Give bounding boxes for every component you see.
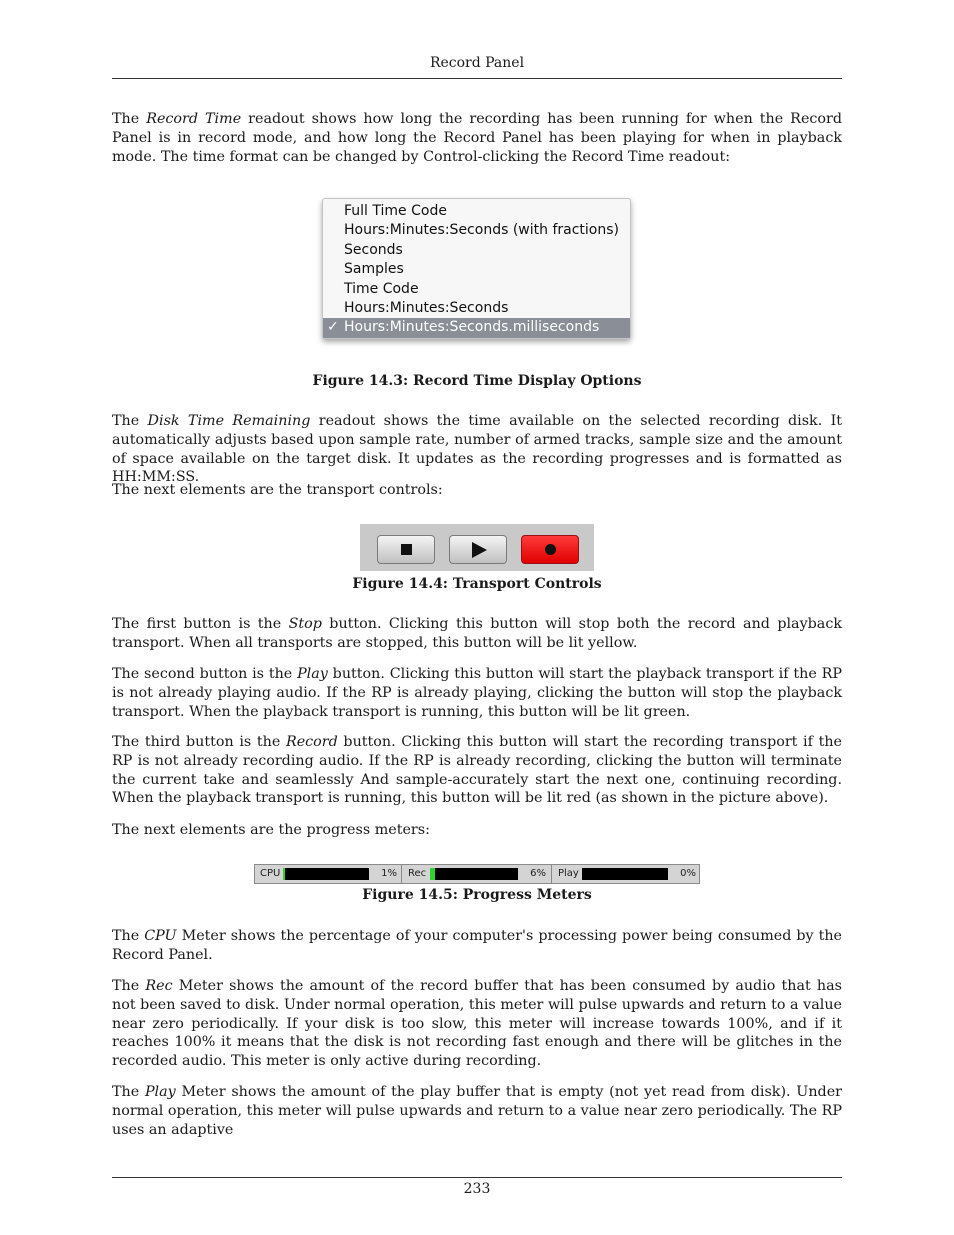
header-rule [112,78,842,79]
play-meter-percent: 0% [680,868,696,879]
cpu-meter [257,866,399,882]
menu-item-hms-milliseconds[interactable] [323,318,630,337]
paragraph-play-meter: The Play Meter shows the amount of the play buffer that is empty (not yet read from disk). Under normal operation, this meter will pulse upwards and return to a value near zero periodically. The RP uses an adaptive [112,1084,843,1138]
stop-icon [401,544,412,555]
paragraph-cpu: The CPU Meter shows the percentage of your computer's processing power being consumed by the Record Panel. [112,928,843,963]
menu-item-full-time-code[interactable] [323,202,630,221]
menu-item-label: Hours:Minutes:Seconds [344,299,509,316]
rec-meter [405,866,547,882]
rec-meter-label: Rec [408,868,427,879]
paragraph-record-time: The Record Time readout shows how long the recording has been running for when the Record Panel is in record mode, and how long the Record Panel has been playing for when in playback mode. The time format can be changed by Control-clicking the Record Time readout: [112,111,843,165]
cpu-meter-bar [283,868,369,880]
menu-item-label: Hours:Minutes:Seconds (with fractions) [344,222,619,239]
paragraph-play: The second button is the Play button. Clicking this button will start the playback transport if the RP is not already playing audio. If the RP is already playing, clicking the button will stop the playback transport. When the playback transport is running, this button will be lit green. [112,666,842,720]
menu-item-label: Samples [344,261,404,278]
paragraph-record: The third button is the Record button. Clicking this button will start the recording transport if the RP is not already recording audio. If the RP is already recording, clicking the button will terminate the current take and seamlessly And sample-accurately start the next one, continuing recording. When the playback transport is running, this button will be lit red (as shown in the picture above). [112,734,842,807]
paragraph-rec: The Rec Meter shows the amount of the record buffer that has been consumed by audio that has not been saved to disk. Under normal operation, this meter will pulse upwards and return to a value near zero periodically. If your disk is too slow, this meter will increase towards 100%, and if it reaches 100% it means that the disk is not recording fast enough and there will be glitches in the recorded audio. This meter is only active during recording. [112,978,843,1070]
figure-caption-meters: Figure 14.5: Progress Meters [362,887,592,903]
page-number: 233 [463,1181,491,1197]
menu-item-label: Hours:Minutes:Seconds.milliseconds [344,319,600,336]
transport-controls [360,524,594,571]
figure-caption-record-time: Figure 14.3: Record Time Display Options [312,373,642,389]
menu-item-label: Seconds [344,241,403,258]
stop-button[interactable] [377,535,435,564]
rec-meter-fill [430,868,435,880]
running-header: Record Panel [429,55,525,71]
rec-meter-percent: 6% [530,868,546,879]
menu-item-hms-fractions[interactable] [323,221,630,240]
menu-item-label: Full Time Code [344,203,447,219]
play-button[interactable] [449,535,507,564]
paragraph-transport-intro: The next elements are the transport controls: [112,482,443,498]
menu-item-seconds[interactable] [323,241,630,260]
play-meter-bar [582,868,668,880]
time-format-menu [322,198,631,339]
cpu-meter-label: CPU [260,868,281,879]
menu-item-samples[interactable] [323,260,630,279]
record-button[interactable] [521,535,579,564]
cpu-meter-fill [283,868,285,880]
paragraph-stop: The first button is the Stop button. Clicking this button will stop both the record and playback transport. When all transports are stopped, this button will be lit yellow. [112,616,842,651]
progress-meters [254,864,700,884]
checkmark-icon: ✓ [327,319,339,336]
play-meter-label: Play [558,868,579,879]
record-icon [545,544,556,555]
meter-divider [401,865,402,883]
menu-item-label: Time Code [344,280,419,297]
play-meter [555,866,697,882]
cpu-meter-percent: 1% [381,868,397,879]
paragraph-meters-intro: The next elements are the progress meters: [112,822,430,838]
figure-caption-transport: Figure 14.4: Transport Controls [352,576,602,592]
rec-meter-bar [430,868,518,880]
footer-rule [112,1177,842,1178]
play-icon [472,542,487,558]
paragraph-disk-time: The Disk Time Remaining readout shows the time available on the selected recording disk. It automatically adjusts based upon sample rate, number of armed tracks, sample size and the amount of space available on the target disk. It updates as the recording progresses and is formatted as HH:MM:SS. [112,413,842,486]
menu-item-time-code[interactable] [323,280,630,299]
menu-item-hms[interactable] [323,299,630,318]
meter-divider [551,865,552,883]
